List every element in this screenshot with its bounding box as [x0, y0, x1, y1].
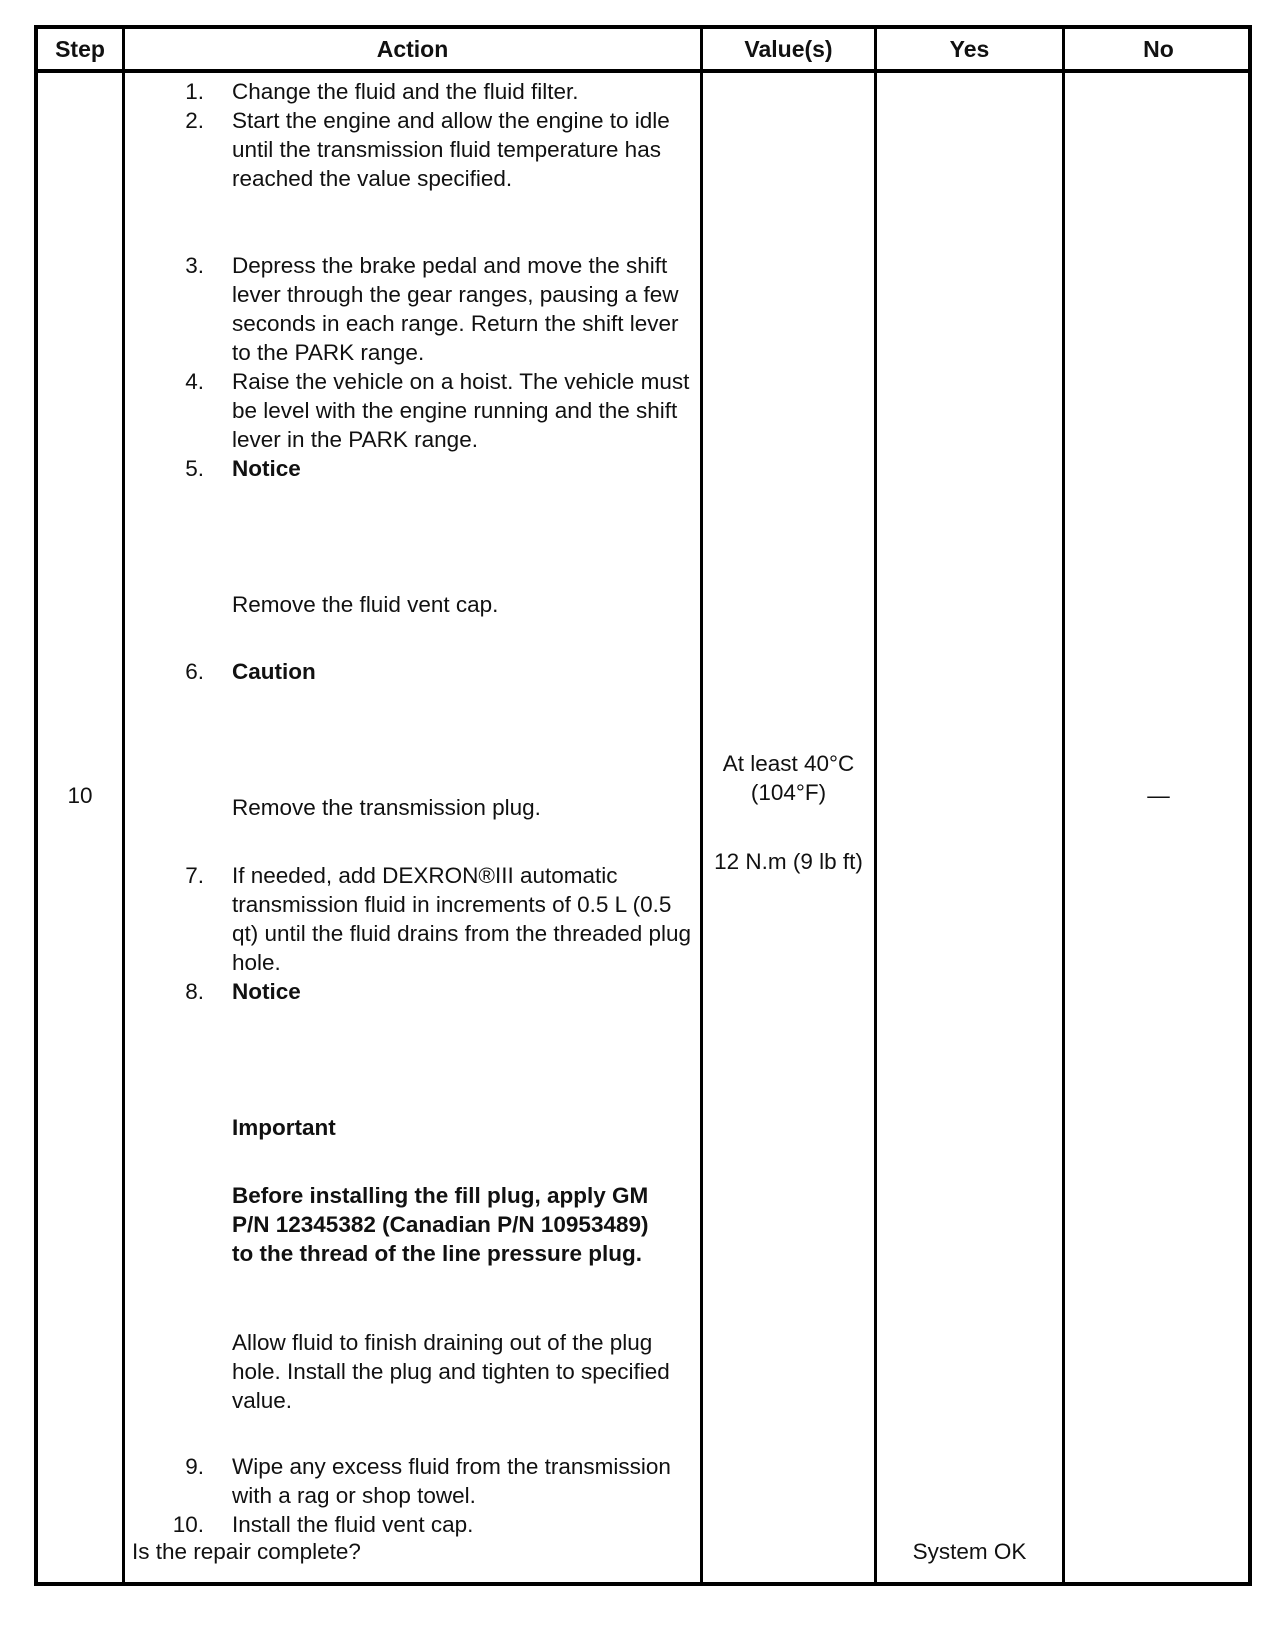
- step-index: 4.: [185, 369, 204, 394]
- column-divider: [122, 29, 125, 1582]
- important-text: Before installing the fill plug, apply GM P/N 12345382 (Canadian P/N 10953489) to the thread of the line pressure plug.: [232, 1183, 649, 1266]
- step-index: 2.: [185, 108, 204, 133]
- step-text: Wipe any excess fluid from the transmission with a rag or shop towel.: [232, 1454, 671, 1508]
- header-action: Action: [376, 36, 449, 62]
- step-index: 6.: [185, 659, 204, 684]
- step-text: Install the fluid vent cap.: [232, 1512, 474, 1537]
- value-temperature: At least 40°C (104°F): [722, 751, 855, 805]
- step-index: 10.: [172, 1512, 204, 1537]
- header-no: No: [1143, 36, 1174, 62]
- header-values: Value(s): [744, 36, 833, 62]
- yes-result: System OK: [912, 1539, 1027, 1564]
- header-divider: [38, 69, 1248, 73]
- header-step: Step: [55, 36, 105, 62]
- step-index: 9.: [185, 1454, 204, 1479]
- question-text: Is the repair complete?: [132, 1539, 361, 1564]
- important-label: Important: [232, 1115, 336, 1140]
- notice-label: Notice: [232, 979, 301, 1004]
- step-number: 10: [67, 783, 93, 808]
- value-torque: 12 N.m (9 lb ft): [714, 849, 863, 874]
- step-index: 3.: [185, 253, 204, 278]
- step-text: Start the engine and allow the engine to idle until the transmission fluid temperature has reached the value specified.: [232, 108, 670, 191]
- caution-label: Caution: [232, 659, 316, 684]
- notice-label: Notice: [232, 456, 301, 481]
- step-index: 8.: [185, 979, 204, 1004]
- step-text: If needed, add DEXRON®III automatic transmission fluid in increments of 0.5 L (0.5 qt) until the fluid drains from the threaded plug hole.: [232, 863, 692, 975]
- step-index: 7.: [185, 863, 204, 888]
- step-text: Allow fluid to finish draining out of the plug hole. Install the plug and tighten to specified value.: [232, 1330, 670, 1413]
- step-text: Remove the transmission plug.: [232, 795, 541, 820]
- no-result: —: [1147, 783, 1170, 808]
- step-index: 5.: [185, 456, 204, 481]
- step-index: 1.: [185, 79, 204, 104]
- step-text: Change the fluid and the fluid filter.: [232, 79, 579, 104]
- step-text: Depress the brake pedal and move the shift lever through the gear ranges, pausing a few seconds in each range. Return the shift lever to the PARK range.: [232, 253, 679, 365]
- header-yes: Yes: [949, 36, 990, 62]
- action-cell: [134, 77, 704, 1577]
- procedure-table: [34, 25, 1252, 1586]
- step-text: Raise the vehicle on a hoist. The vehicle must be level with the engine running and the shift lever in the PARK range.: [232, 369, 690, 452]
- column-divider: [874, 29, 877, 1582]
- step-text: Remove the fluid vent cap.: [232, 592, 499, 617]
